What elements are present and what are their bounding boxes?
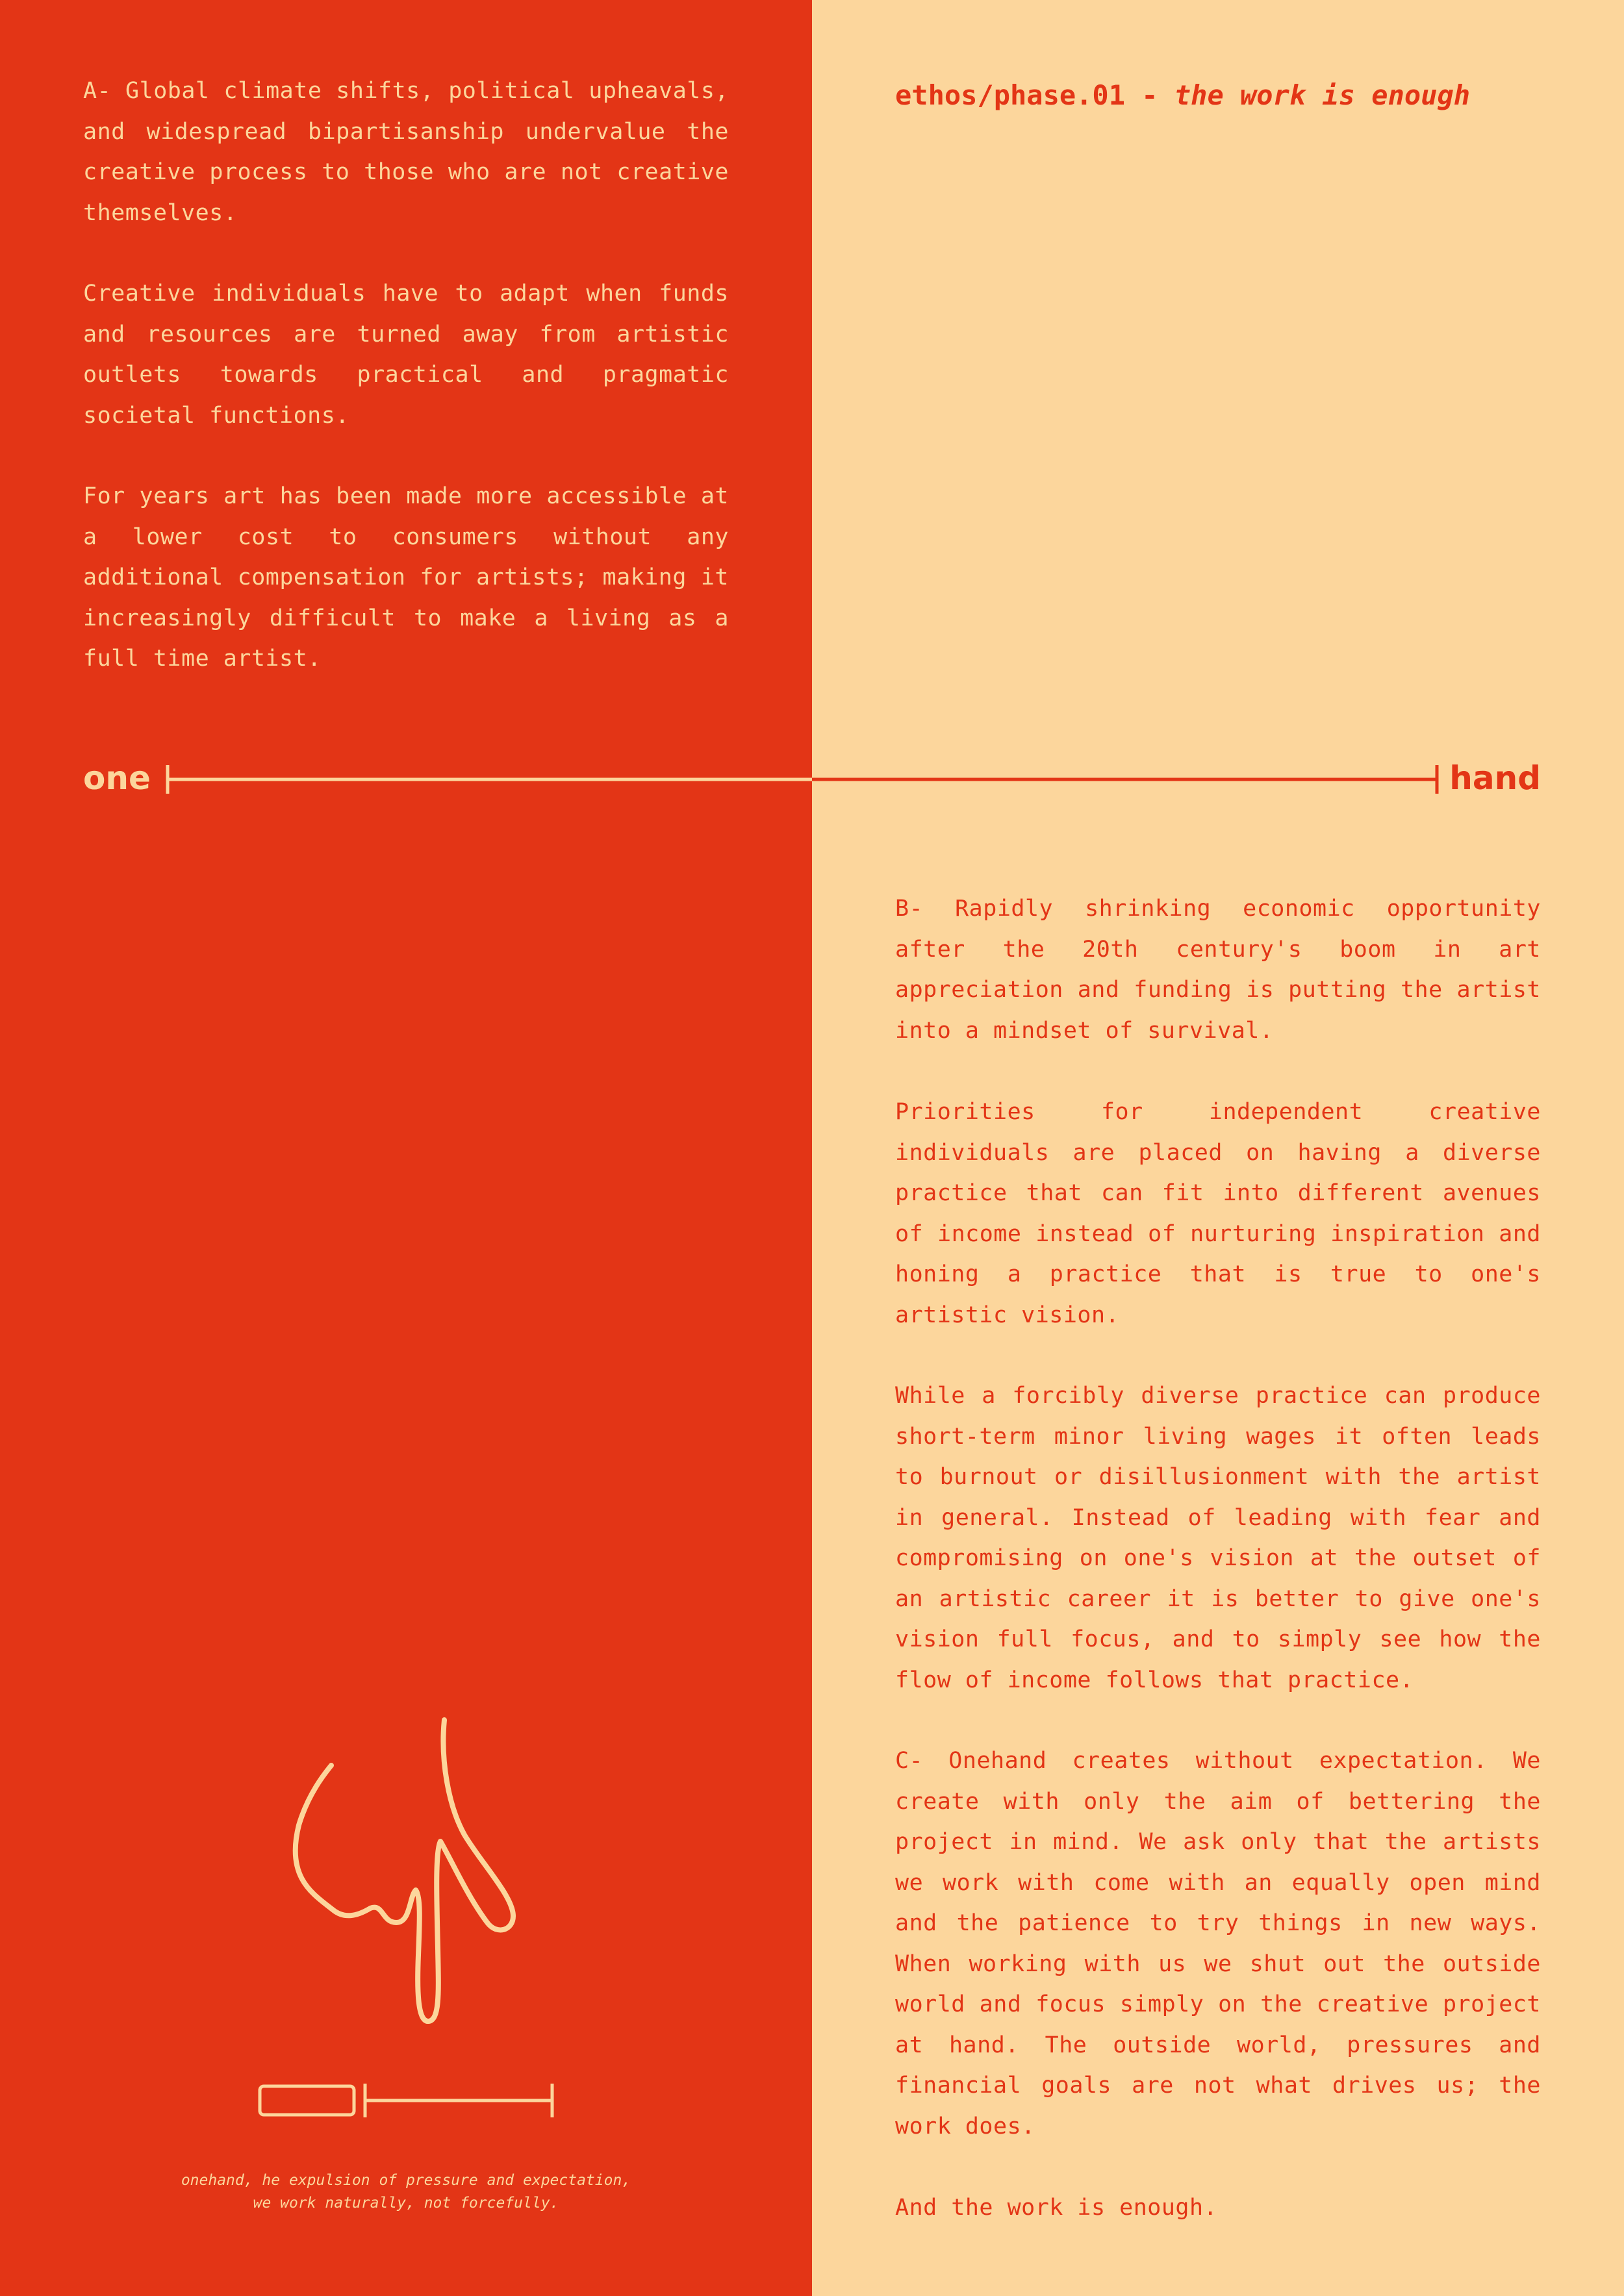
left-paragraph-a: A- Global climate shifts, political upheavals, and widespread bipartisanship undervalue the creative process to those who are not creative themselves. [83, 78, 729, 226]
left-paragraph-2: Creative individuals have to adapt when funds and resources are turned away from artistic outlets towards practical and pragmatic societal functions. [83, 281, 729, 429]
pointing-hand-icon [273, 1702, 546, 2039]
header-prefix: ethos/phase.01 - [895, 79, 1174, 111]
right-paragraph-2: Priorities for independent creative individuals are placed on having a diverse practice that can fit into different avenues of income instead of nurturing inspiration and honing a practice that is true to one's artistic vision. [895, 1099, 1541, 1328]
divider-word-hand: hand [1449, 759, 1541, 797]
caption-line-2: we work naturally, not forcefully. [253, 2195, 559, 2212]
caption [97, 2169, 715, 2215]
right-paragraph-3: While a forcibly diverse practice can produce short-term minor living wages it often leads to burnout or disillusionment with the artist in general. Instead of leading with fear and compromising on one's vision at the outset of an artistic career it is better to give one's vision full focus, and to simply see how the flow of income follows that practice. [895, 1383, 1541, 1693]
right-paragraph-closing: And the work is enough. [895, 2195, 1218, 2221]
caption-line-1: onehand, he expulsion of pressure and expectation, [181, 2172, 631, 2189]
page-header [895, 73, 1470, 118]
divider-line [0, 760, 1624, 799]
left-paragraph-3: For years art has been made more accessible at a lower cost to consumers without any additional compensation for artists; making it increasingly difficult to make a living as a full time artist. [83, 483, 729, 672]
header-emphasis: the work is enough [1174, 79, 1471, 111]
progress-bar-icon [253, 2078, 565, 2130]
right-paragraph-c: C- Onehand creates without expectation. We create with only the aim of bettering the project in mind. We ask only that the artists we work with come with an equally open mind and the patience to try things in new ways. When working with us we shut out the outside world and focus simply on the creative project at hand. The outside world, pressures and financial goals are not what drives us; the work does. [895, 1748, 1541, 2139]
right-paragraph-b: B- Rapidly shrinking economic opportunity after the 20th century's boom in art appreciation and funding is putting the artist into a mindset of survival. [895, 896, 1541, 1044]
divider-word-one: one [83, 759, 151, 797]
